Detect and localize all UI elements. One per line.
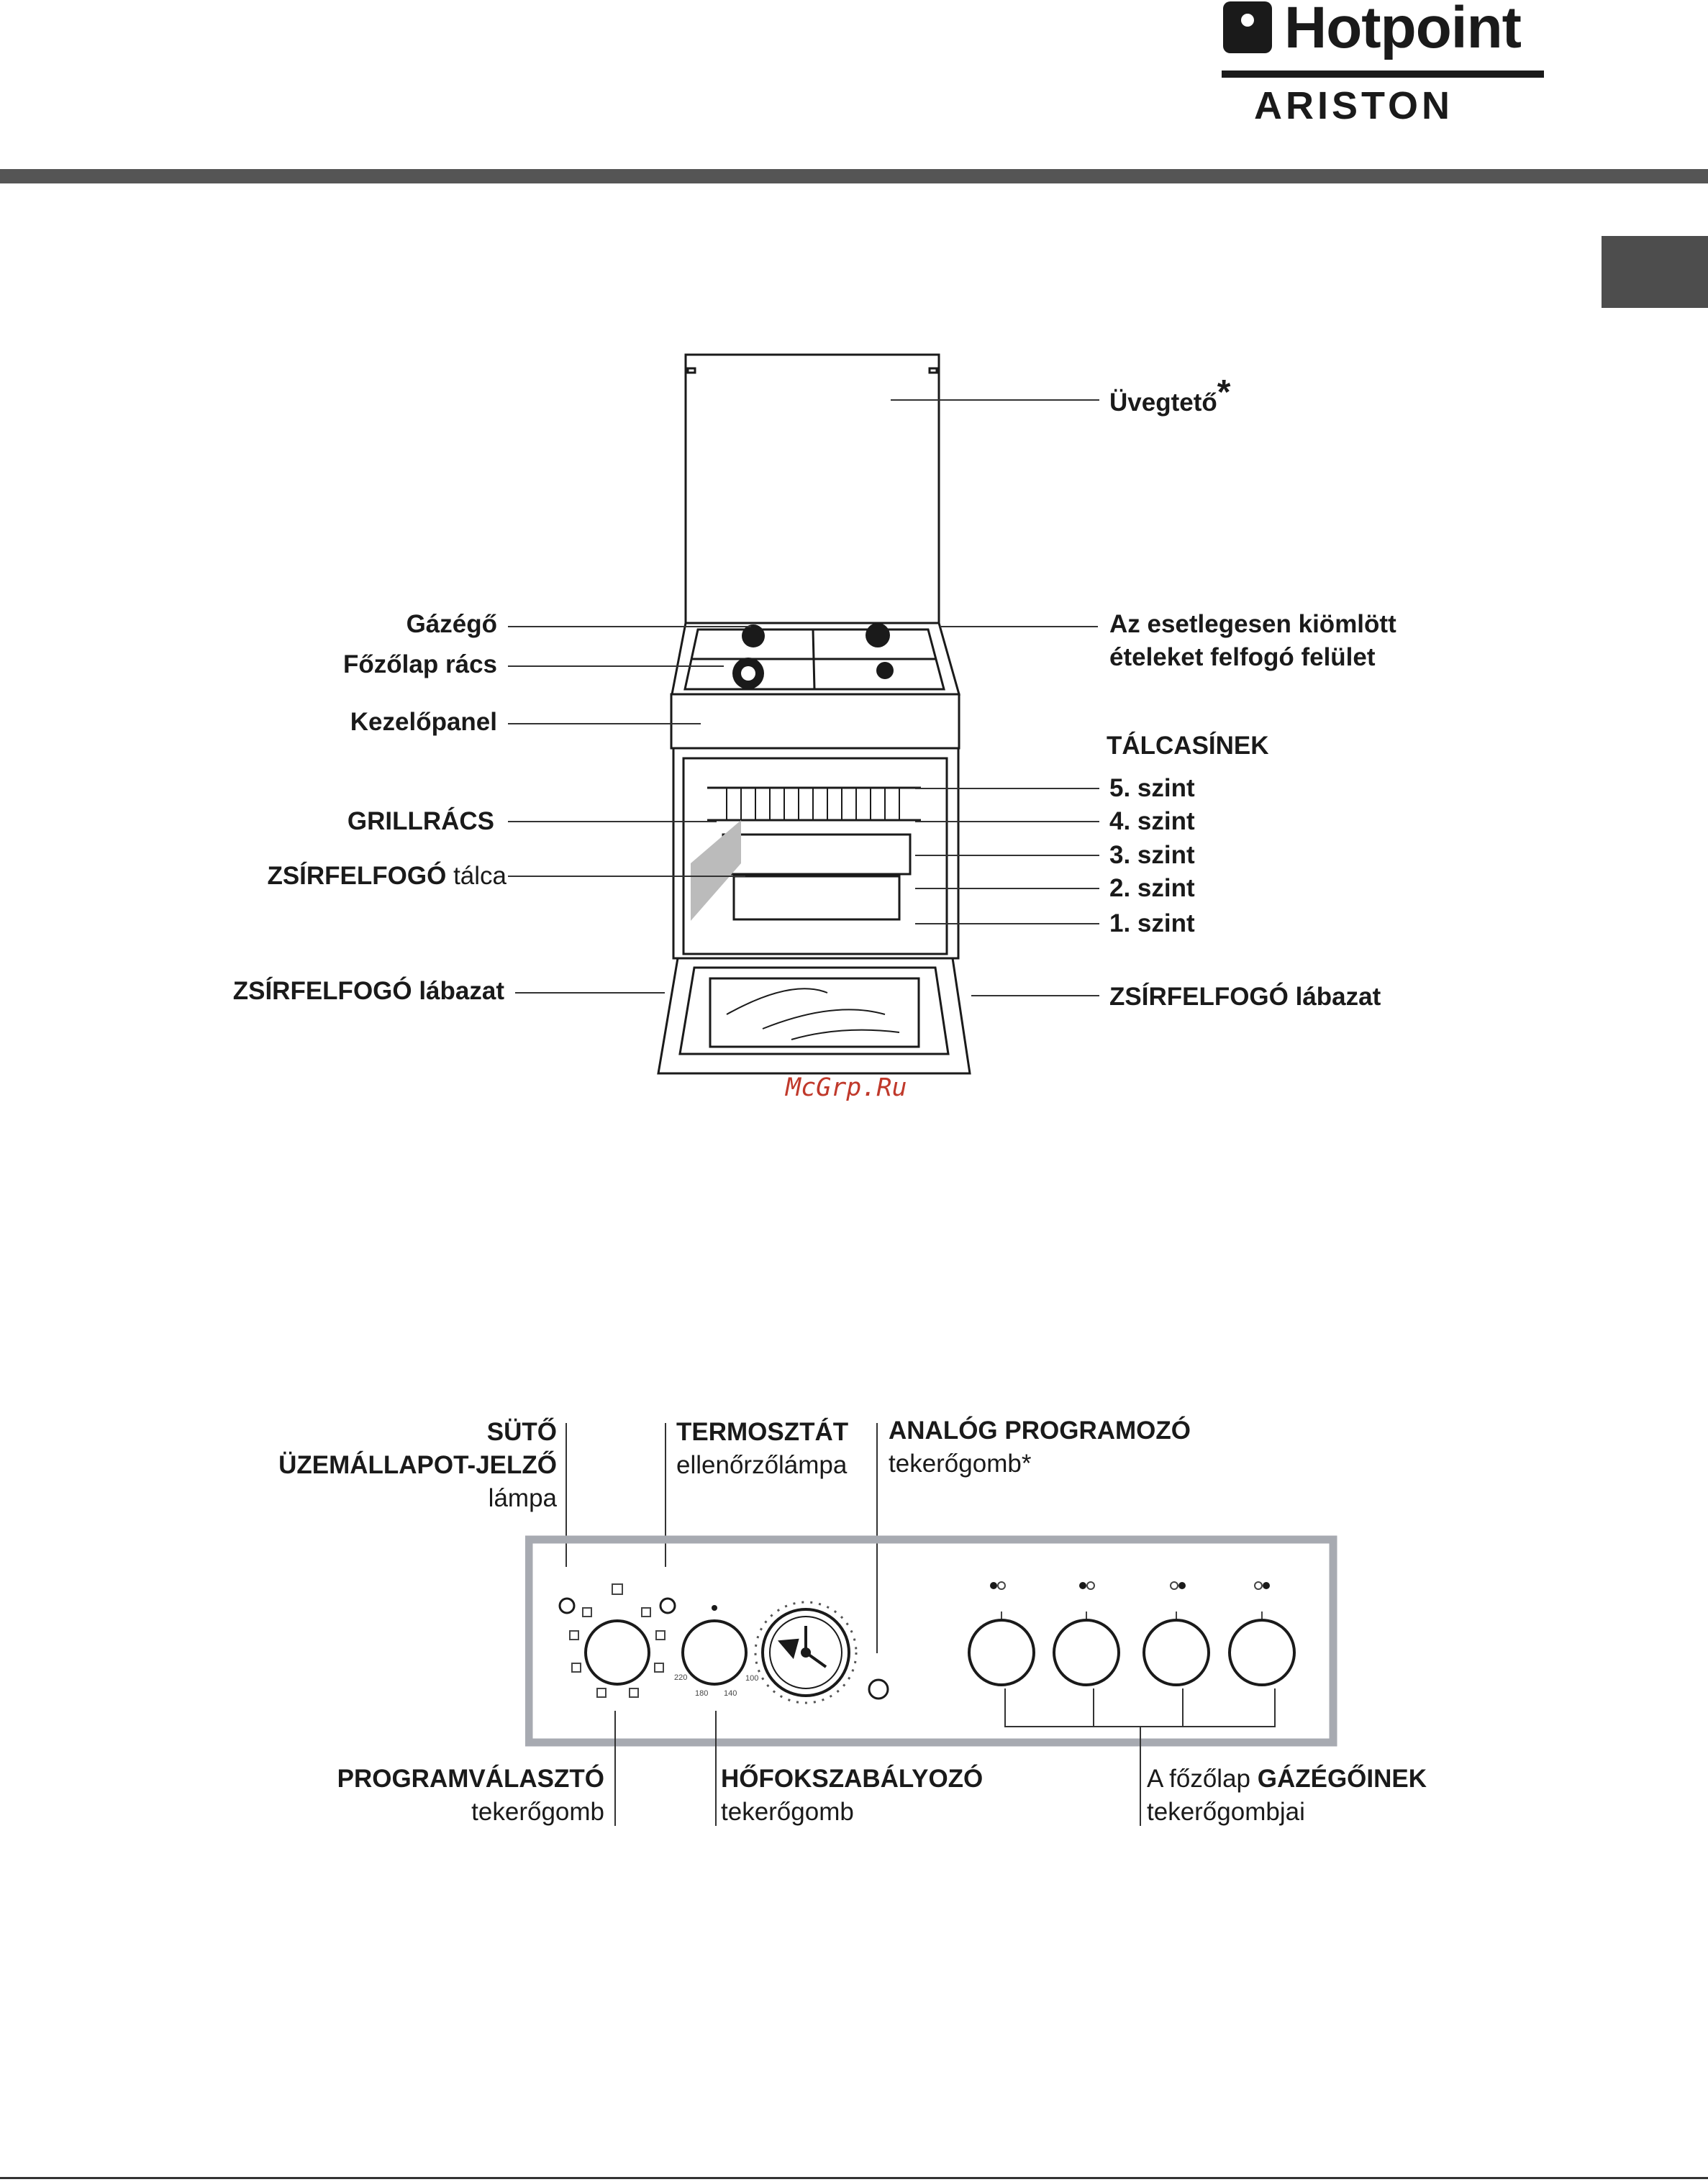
- leader-selector: [614, 1711, 616, 1826]
- label-control-panel: Kezelőpanel: [350, 708, 497, 736]
- thermo-mark-100: 100: [745, 1674, 759, 1683]
- label-selector-2: tekerőgomb: [471, 1798, 604, 1826]
- logo-rule: [1222, 71, 1544, 78]
- leader-temp: [715, 1711, 717, 1826]
- footer-rule: [0, 2177, 1708, 2179]
- label-level-3: 3. szint: [1109, 841, 1195, 869]
- brand-name: Hotpoint: [1284, 0, 1521, 60]
- label-burners-2: tekerőgombjai: [1147, 1798, 1305, 1826]
- label-rails-title: TÁLCASÍNEK: [1107, 732, 1269, 760]
- leader-burners: [1140, 1727, 1141, 1826]
- oven-lamp-indicator: [560, 1599, 574, 1613]
- thermostat-knob: [683, 1621, 746, 1684]
- leader-level-3: [915, 855, 1099, 856]
- label-selector-1: PROGRAMVÁLASZTÓ: [337, 1765, 604, 1793]
- label-level-5: 5. szint: [1109, 774, 1195, 802]
- label-temp-1: HŐFOKSZABÁLYOZÓ: [721, 1765, 984, 1793]
- leader-grill: [508, 821, 717, 822]
- logo-mark-icon: [1222, 0, 1275, 56]
- leader-stand-left: [515, 992, 665, 994]
- label-level-2: 2. szint: [1109, 874, 1195, 902]
- label-burner: Gázégő: [406, 610, 497, 638]
- thermo-mark-220: 220: [674, 1673, 688, 1682]
- control-panel-illustration: [525, 1534, 1338, 1750]
- label-level-4: 4. szint: [1109, 807, 1195, 835]
- label-thermostat-1: TERMOSZTÁT: [676, 1418, 849, 1446]
- label-spill-2: ételeket felfogó felület: [1109, 643, 1376, 671]
- thermo-mark-180: 180: [695, 1689, 709, 1698]
- label-oven-lamp-1: SÜTŐ: [486, 1418, 557, 1446]
- label-glass-lid: Üvegtető*: [1109, 373, 1231, 417]
- label-drip-stand-right: ZSÍRFELFOGÓ lábazat: [1109, 983, 1381, 1011]
- leader-stand-right: [971, 995, 1099, 996]
- thermostat-lamp-indicator: [660, 1599, 675, 1613]
- label-programmer-1: ANALÓG PROGRAMOZÓ: [889, 1417, 1191, 1445]
- leader-level-5: [915, 788, 1099, 789]
- section-tab: [1602, 236, 1708, 308]
- label-hob-grid: Főzőlap rács: [343, 650, 497, 678]
- label-drip-tray: ZSÍRFELFOGÓ tálca: [267, 862, 507, 890]
- leader-hob-grid: [508, 665, 724, 667]
- burner-knob-1: [969, 1620, 1034, 1685]
- leader-control-panel: [508, 723, 701, 724]
- leader-spill: [940, 626, 1098, 627]
- watermark: McGrp.Ru: [786, 1073, 907, 1102]
- cooker-illustration: [648, 345, 986, 1079]
- label-grill-rack: GRILLRÁCS: [347, 807, 494, 835]
- leader-lid: [891, 399, 1099, 401]
- label-thermostat-2: ellenőrzőlámpa: [676, 1451, 848, 1479]
- ignition-button: [869, 1680, 888, 1699]
- label-level-1: 1. szint: [1109, 909, 1195, 937]
- header-rule: [0, 169, 1708, 183]
- leader-drip-tray: [508, 876, 745, 877]
- label-temp-2: tekerőgomb: [721, 1798, 854, 1826]
- leader-level-4: [915, 821, 1099, 822]
- burner-knob-3: [1144, 1620, 1209, 1685]
- burner-knob-4: [1230, 1620, 1294, 1685]
- label-oven-lamp-2: ÜZEMÁLLAPOT-JELZŐ: [278, 1451, 557, 1479]
- label-burners-1: A főzőlap GÁZÉGŐINEK: [1147, 1765, 1427, 1793]
- program-selector-knob: [586, 1621, 649, 1684]
- leader-burner: [508, 626, 751, 627]
- leader-level-1: [915, 923, 1099, 924]
- brand-sub: ARISTON: [1254, 84, 1454, 127]
- thermo-mark-140: 140: [724, 1689, 737, 1698]
- label-oven-lamp-3: lámpa: [488, 1484, 557, 1512]
- burner-knob-2: [1054, 1620, 1119, 1685]
- label-spill-1: Az esetlegesen kiömlött: [1109, 610, 1396, 638]
- leader-level-2: [915, 888, 1099, 889]
- label-programmer-2: tekerőgomb*: [889, 1450, 1032, 1478]
- label-drip-stand-left: ZSÍRFELFOGÓ lábazat: [232, 977, 504, 1005]
